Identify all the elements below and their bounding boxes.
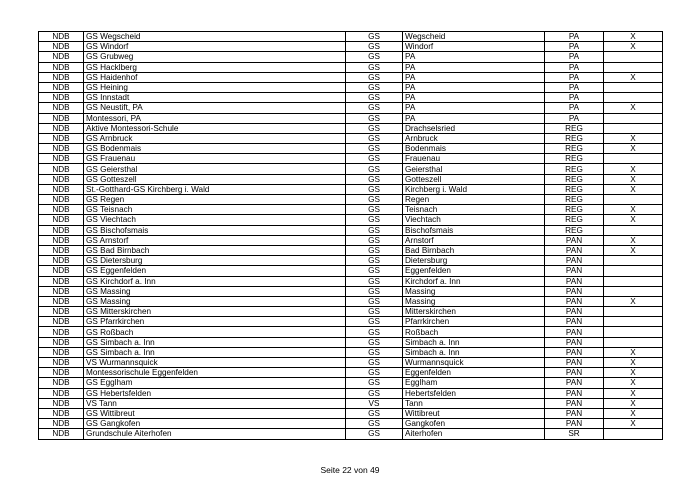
mark-cell: X <box>604 235 663 245</box>
school-type-cell: GS <box>346 276 403 286</box>
mark-cell: X <box>604 347 663 357</box>
location-cell: Eggenfelden <box>403 368 545 378</box>
table-row <box>39 164 663 174</box>
region-cell: NDB <box>39 358 84 368</box>
mark-cell <box>604 317 663 327</box>
location-cell: Bad Birnbach <box>403 245 545 255</box>
location-cell: Regen <box>403 195 545 205</box>
school-type-cell: GS <box>346 133 403 143</box>
mark-cell: X <box>604 103 663 113</box>
district-cell: REG <box>545 215 604 225</box>
district-cell: PAN <box>545 276 604 286</box>
region-cell: NDB <box>39 276 84 286</box>
location-cell: Simbach a. Inn <box>403 337 545 347</box>
location-cell: Drachselsried <box>403 123 545 133</box>
school-type-cell: GS <box>346 327 403 337</box>
table-row <box>39 378 663 388</box>
school-name-cell: GS Windorf <box>84 42 346 52</box>
table-row <box>39 419 663 429</box>
district-cell: PAN <box>545 358 604 368</box>
region-cell: NDB <box>39 113 84 123</box>
school-type-cell: GS <box>346 123 403 133</box>
school-name-cell: GS Mitterskirchen <box>84 307 346 317</box>
school-type-cell: GS <box>346 52 403 62</box>
school-name-cell: GS Pfarrkirchen <box>84 317 346 327</box>
mark-cell <box>604 154 663 164</box>
region-cell: NDB <box>39 62 84 72</box>
location-cell: PA <box>403 62 545 72</box>
table-row <box>39 429 663 439</box>
table-row <box>39 62 663 72</box>
district-cell: REG <box>545 195 604 205</box>
table-row <box>39 307 663 317</box>
school-name-cell: GS Bischofsmais <box>84 225 346 235</box>
school-type-cell: GS <box>346 195 403 205</box>
district-cell: PAN <box>545 245 604 255</box>
school-name-cell: GS Massing <box>84 286 346 296</box>
table-row <box>39 296 663 306</box>
location-cell: Roßbach <box>403 327 545 337</box>
table-row <box>39 133 663 143</box>
region-cell: NDB <box>39 368 84 378</box>
table-row <box>39 123 663 133</box>
table-row <box>39 266 663 276</box>
school-name-cell: GS Eggenfelden <box>84 266 346 276</box>
school-name-cell: GS Hebertsfelden <box>84 388 346 398</box>
region-cell: NDB <box>39 82 84 92</box>
location-cell: Tann <box>403 398 545 408</box>
school-name-cell: Grundschule Aiterhofen <box>84 429 346 439</box>
table-row <box>39 327 663 337</box>
district-cell: REG <box>545 144 604 154</box>
school-name-cell: GS Arnstorf <box>84 235 346 245</box>
region-cell: NDB <box>39 398 84 408</box>
school-type-cell: GS <box>346 296 403 306</box>
district-cell: PA <box>545 52 604 62</box>
location-cell: PA <box>403 113 545 123</box>
region-cell: NDB <box>39 32 84 42</box>
mark-cell: X <box>604 398 663 408</box>
school-type-cell: GS <box>346 286 403 296</box>
school-name-cell: St.-Gotthard-GS Kirchberg i. Wald <box>84 184 346 194</box>
region-cell: NDB <box>39 133 84 143</box>
district-cell: PA <box>545 32 604 42</box>
location-cell: PA <box>403 93 545 103</box>
table-row <box>39 82 663 92</box>
mark-cell: X <box>604 184 663 194</box>
school-name-cell: GS Frauenau <box>84 154 346 164</box>
school-type-cell: GS <box>346 429 403 439</box>
school-name-cell: GS Hacklberg <box>84 62 346 72</box>
mark-cell <box>604 113 663 123</box>
school-name-cell: GS Innstadt <box>84 93 346 103</box>
region-cell: NDB <box>39 52 84 62</box>
school-name-cell: GS Bad Birnbach <box>84 245 346 255</box>
school-type-cell: GS <box>346 245 403 255</box>
mark-cell: X <box>604 358 663 368</box>
district-cell: PAN <box>545 235 604 245</box>
region-cell: NDB <box>39 307 84 317</box>
location-cell: Teisnach <box>403 205 545 215</box>
school-name-cell: GS Dietersburg <box>84 256 346 266</box>
school-name-cell: VS Tann <box>84 398 346 408</box>
district-cell: REG <box>545 205 604 215</box>
district-cell: PAN <box>545 256 604 266</box>
location-cell: Viechtach <box>403 215 545 225</box>
district-cell: REG <box>545 133 604 143</box>
table-row <box>39 347 663 357</box>
location-cell: Kirchdorf a. Inn <box>403 276 545 286</box>
mark-cell <box>604 123 663 133</box>
school-type-cell: GS <box>346 103 403 113</box>
location-cell: Arnbruck <box>403 133 545 143</box>
school-type-cell: GS <box>346 225 403 235</box>
region-cell: NDB <box>39 378 84 388</box>
region-cell: NDB <box>39 93 84 103</box>
mark-cell: X <box>604 32 663 42</box>
school-type-cell: GS <box>346 205 403 215</box>
table-row <box>39 368 663 378</box>
location-cell: Gangkofen <box>403 419 545 429</box>
region-cell: NDB <box>39 225 84 235</box>
district-cell: PAN <box>545 337 604 347</box>
region-cell: NDB <box>39 144 84 154</box>
location-cell: Geiersthal <box>403 164 545 174</box>
mark-cell <box>604 82 663 92</box>
school-name-cell: GS Grubweg <box>84 52 346 62</box>
school-type-cell: GS <box>346 113 403 123</box>
mark-cell <box>604 429 663 439</box>
mark-cell <box>604 307 663 317</box>
region-cell: NDB <box>39 256 84 266</box>
school-name-cell: GS Haidenhof <box>84 72 346 82</box>
table-row <box>39 144 663 154</box>
school-type-cell: GS <box>346 256 403 266</box>
school-type-cell: GS <box>346 347 403 357</box>
table-row <box>39 205 663 215</box>
location-cell: Kirchberg i. Wald <box>403 184 545 194</box>
mark-cell <box>604 266 663 276</box>
location-cell: Egglham <box>403 378 545 388</box>
location-cell: Wurmannsquick <box>403 358 545 368</box>
school-type-cell: GS <box>346 154 403 164</box>
school-name-cell: GS Wegscheid <box>84 32 346 42</box>
school-type-cell: VS <box>346 398 403 408</box>
table-row <box>39 388 663 398</box>
district-cell: PAN <box>545 347 604 357</box>
mark-cell <box>604 195 663 205</box>
region-cell: NDB <box>39 205 84 215</box>
mark-cell: X <box>604 388 663 398</box>
district-cell: PA <box>545 42 604 52</box>
school-type-cell: GS <box>346 82 403 92</box>
mark-cell: X <box>604 205 663 215</box>
school-name-cell: GS Regen <box>84 195 346 205</box>
table-row <box>39 72 663 82</box>
table-row <box>39 358 663 368</box>
location-cell: PA <box>403 103 545 113</box>
table-row <box>39 184 663 194</box>
mark-cell: X <box>604 419 663 429</box>
mark-cell: X <box>604 72 663 82</box>
school-type-cell: GS <box>346 42 403 52</box>
region-cell: NDB <box>39 235 84 245</box>
school-type-cell: GS <box>346 174 403 184</box>
region-cell: NDB <box>39 72 84 82</box>
school-name-cell: GS Gangkofen <box>84 419 346 429</box>
school-type-cell: GS <box>346 215 403 225</box>
district-cell: REG <box>545 174 604 184</box>
school-name-cell: GS Kirchdorf a. Inn <box>84 276 346 286</box>
location-cell: Dietersburg <box>403 256 545 266</box>
page-footer: Seite 22 von 49 <box>320 465 380 475</box>
location-cell: Massing <box>403 296 545 306</box>
table-row <box>39 174 663 184</box>
school-name-cell: GS Simbach a. Inn <box>84 347 346 357</box>
district-cell: PAN <box>545 327 604 337</box>
location-cell: Arnstorf <box>403 235 545 245</box>
table-row <box>39 52 663 62</box>
table-row <box>39 235 663 245</box>
district-cell: PA <box>545 72 604 82</box>
region-cell: NDB <box>39 429 84 439</box>
mark-cell <box>604 93 663 103</box>
location-cell: Frauenau <box>403 154 545 164</box>
district-cell: PAN <box>545 419 604 429</box>
region-cell: NDB <box>39 347 84 357</box>
school-type-cell: GS <box>346 32 403 42</box>
region-cell: NDB <box>39 327 84 337</box>
school-type-cell: GS <box>346 408 403 418</box>
location-cell: Gotteszell <box>403 174 545 184</box>
mark-cell: X <box>604 378 663 388</box>
school-name-cell: Aktive Montessori-Schule <box>84 123 346 133</box>
region-cell: NDB <box>39 195 84 205</box>
school-type-cell: GS <box>346 317 403 327</box>
location-cell: Aiterhofen <box>403 429 545 439</box>
school-type-cell: GS <box>346 307 403 317</box>
location-cell: Windorf <box>403 42 545 52</box>
mark-cell <box>604 256 663 266</box>
table-row <box>39 42 663 52</box>
district-cell: PAN <box>545 317 604 327</box>
district-cell: PAN <box>545 408 604 418</box>
location-cell: PA <box>403 82 545 92</box>
district-cell: PA <box>545 62 604 72</box>
location-cell: Mitterskirchen <box>403 307 545 317</box>
region-cell: NDB <box>39 296 84 306</box>
school-table <box>38 31 663 440</box>
school-type-cell: GS <box>346 266 403 276</box>
school-type-cell: GS <box>346 368 403 378</box>
table-row <box>39 408 663 418</box>
table-row <box>39 225 663 235</box>
district-cell: PAN <box>545 286 604 296</box>
region-cell: NDB <box>39 42 84 52</box>
table-row <box>39 195 663 205</box>
location-cell: Hebertsfelden <box>403 388 545 398</box>
mark-cell <box>604 327 663 337</box>
table-row <box>39 113 663 123</box>
school-type-cell: GS <box>346 72 403 82</box>
region-cell: NDB <box>39 317 84 327</box>
school-name-cell: GS Gotteszell <box>84 174 346 184</box>
district-cell: REG <box>545 123 604 133</box>
school-name-cell: GS Neustift, PA <box>84 103 346 113</box>
region-cell: NDB <box>39 388 84 398</box>
mark-cell: X <box>604 368 663 378</box>
region-cell: NDB <box>39 154 84 164</box>
location-cell: Massing <box>403 286 545 296</box>
mark-cell: X <box>604 215 663 225</box>
school-name-cell: GS Geiersthal <box>84 164 346 174</box>
region-cell: NDB <box>39 266 84 276</box>
region-cell: NDB <box>39 164 84 174</box>
district-cell: PAN <box>545 398 604 408</box>
district-cell: REG <box>545 164 604 174</box>
school-name-cell: GS Bodenmais <box>84 144 346 154</box>
district-cell: PAN <box>545 307 604 317</box>
school-name-cell: Montessori, PA <box>84 113 346 123</box>
region-cell: NDB <box>39 103 84 113</box>
region-cell: NDB <box>39 419 84 429</box>
region-cell: NDB <box>39 408 84 418</box>
location-cell: Simbach a. Inn <box>403 347 545 357</box>
region-cell: NDB <box>39 184 84 194</box>
district-cell: PA <box>545 93 604 103</box>
mark-cell: X <box>604 42 663 52</box>
location-cell: PA <box>403 72 545 82</box>
mark-cell <box>604 52 663 62</box>
school-name-cell: GS Teisnach <box>84 205 346 215</box>
mark-cell: X <box>604 408 663 418</box>
school-type-cell: GS <box>346 184 403 194</box>
location-cell: Wegscheid <box>403 32 545 42</box>
district-cell: PAN <box>545 368 604 378</box>
region-cell: NDB <box>39 337 84 347</box>
mark-cell: X <box>604 133 663 143</box>
school-type-cell: GS <box>346 337 403 347</box>
mark-cell: X <box>604 245 663 255</box>
table-row <box>39 398 663 408</box>
school-type-cell: GS <box>346 93 403 103</box>
school-name-cell: VS Wurmannsquick <box>84 358 346 368</box>
mark-cell <box>604 225 663 235</box>
mark-cell: X <box>604 144 663 154</box>
location-cell: Eggenfelden <box>403 266 545 276</box>
school-type-cell: GS <box>346 235 403 245</box>
district-cell: PA <box>545 103 604 113</box>
table-row <box>39 286 663 296</box>
mark-cell <box>604 62 663 72</box>
school-name-cell: GS Simbach a. Inn <box>84 337 346 347</box>
table-row <box>39 317 663 327</box>
table-row <box>39 256 663 266</box>
school-name-cell: GS Massing <box>84 296 346 306</box>
district-cell: REG <box>545 154 604 164</box>
school-type-cell: GS <box>346 358 403 368</box>
school-type-cell: GS <box>346 164 403 174</box>
school-name-cell: GS Heining <box>84 82 346 92</box>
table-row <box>39 276 663 286</box>
mark-cell <box>604 337 663 347</box>
table-row <box>39 32 663 42</box>
mark-cell: X <box>604 164 663 174</box>
school-type-cell: GS <box>346 378 403 388</box>
region-cell: NDB <box>39 245 84 255</box>
location-cell: Wittibreut <box>403 408 545 418</box>
region-cell: NDB <box>39 286 84 296</box>
school-type-cell: GS <box>346 419 403 429</box>
region-cell: NDB <box>39 174 84 184</box>
school-name-cell: GS Roßbach <box>84 327 346 337</box>
district-cell: REG <box>545 184 604 194</box>
district-cell: PAN <box>545 266 604 276</box>
location-cell: Bodenmais <box>403 144 545 154</box>
table-row <box>39 337 663 347</box>
district-cell: REG <box>545 225 604 235</box>
school-name-cell: Montessorischule Eggenfelden <box>84 368 346 378</box>
location-cell: Pfarrkirchen <box>403 317 545 327</box>
table-row <box>39 215 663 225</box>
district-cell: SR <box>545 429 604 439</box>
table-row <box>39 103 663 113</box>
district-cell: PA <box>545 82 604 92</box>
table-row <box>39 93 663 103</box>
school-name-cell: GS Egglham <box>84 378 346 388</box>
school-type-cell: GS <box>346 388 403 398</box>
district-cell: PAN <box>545 378 604 388</box>
mark-cell <box>604 276 663 286</box>
region-cell: NDB <box>39 215 84 225</box>
school-type-cell: GS <box>346 144 403 154</box>
table-row <box>39 245 663 255</box>
location-cell: Bischofsmais <box>403 225 545 235</box>
school-name-cell: GS Arnbruck <box>84 133 346 143</box>
mark-cell: X <box>604 174 663 184</box>
district-cell: PA <box>545 113 604 123</box>
school-name-cell: GS Viechtach <box>84 215 346 225</box>
school-name-cell: GS Wittibreut <box>84 408 346 418</box>
mark-cell <box>604 286 663 296</box>
mark-cell: X <box>604 296 663 306</box>
location-cell: PA <box>403 52 545 62</box>
table-row <box>39 154 663 164</box>
region-cell: NDB <box>39 123 84 133</box>
district-cell: PAN <box>545 296 604 306</box>
school-type-cell: GS <box>346 62 403 72</box>
district-cell: PAN <box>545 388 604 398</box>
